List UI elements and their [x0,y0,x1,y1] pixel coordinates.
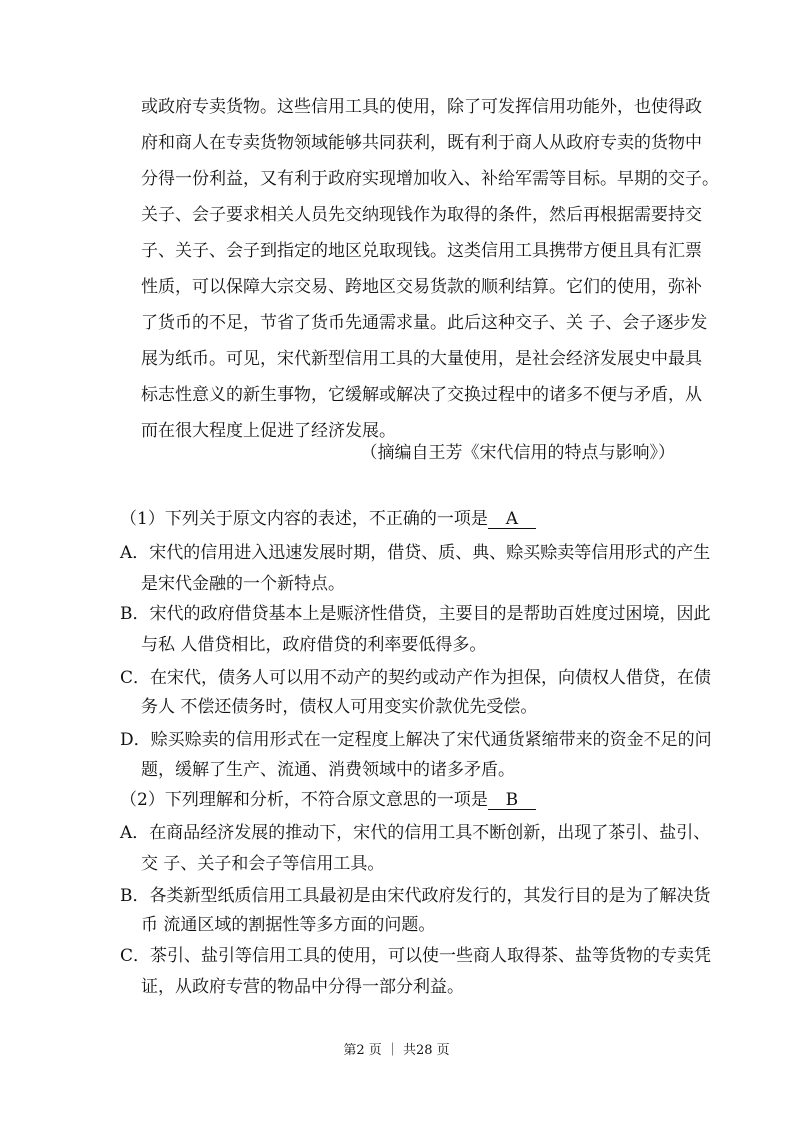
passage-line: 府和商人在专卖货物领域能够共同获利，既有利于商人从政府专卖的货物中 [141,133,702,153]
passage-line: 关子、会子要求相关人员先交纳现钱作为取得的条件，然后再根据需要持交 [141,205,702,225]
option-c: C．茶引、盐引等信用工具的使用，可以使一些商人取得茶、盐等货物的专卖凭 [120,946,712,966]
option-a-cont: 交 子、关子和会子等信用工具。 [141,854,385,874]
option-a-cont: 是宋代金融的一个新特点。 [141,574,345,594]
passage-line: 展为纸币。可见，宋代新型信用工具的大量使用，是社会经济发展史中最具 [141,349,702,369]
option-d-cont: 题，缓解了生产、流通、消费领域中的诸多矛盾。 [141,760,515,780]
prompt-text: （2）下列理解和分析，不符合原文意思的一项是 [120,790,488,810]
option-c-cont: 证，从政府专营的物品中分得一部分利益。 [141,977,464,997]
option-a: A．宋代的信用进入迅速发展时期，借贷、质、典、赊买赊卖等信用形式的产生 [120,543,711,563]
citation: （摘编自王芳《宋代信用的特点与影响》） [360,443,675,463]
page-footer: 第2 页 ｜ 共28 页 [343,1043,450,1058]
option-a: A．在商品经济发展的推动下，宋代的信用工具不断创新，出现了茶引、盐引、 [120,823,711,843]
passage-line: 而在很大程度上促进了经济发展。 [141,421,396,441]
answer-blank: A [488,510,536,529]
option-c-cont: 务人 不偿还债务时，债权人可用变实价款优先受偿。 [141,697,538,717]
passage-line: 性质，可以保障大宗交易、跨地区交易货款的顺利结算。它们的使用，弥补 [141,277,702,297]
passage-line: 或政府专卖货物。这些信用工具的使用，除了可发挥信用功能外，也使得政 [141,97,702,117]
question-prompt [120,508,536,530]
passage-line: 子、关子、会子到指定的地区兑取现钱。这类信用工具携带方便且具有汇票 [141,241,702,261]
option-b: B．各类新型纸质信用工具最初是由宋代政府发行的，其发行目的是为了解决货 [120,886,711,906]
option-b-cont: 与私 人借贷相比，政府借贷的利率要低得多。 [141,635,487,655]
passage-line: 分得一份利益，又有利于政府实现增加收入、补给军需等目标。早期的交子。 [141,169,719,189]
option-d: D．赊买赊卖的信用形式在一定程度上解决了宋代通货紧缩带来的资金不足的问 [120,730,712,750]
option-b: B．宋代的政府借贷基本上是赈济性借贷，主要目的是帮助百姓度过困境，因此 [120,604,711,624]
passage-line: 了货币的不足，节省了货币先通需求量。此后这种交子、关 子、会子逐步发 [141,313,708,333]
option-c: C．在宋代，债务人可以用不动产的契约或动产作为担保，向债权人借贷，在债 [120,668,712,688]
prompt-text: （1）下列关于原文内容的表述，不正确的一项是 [120,509,488,529]
option-b-cont: 币 流通区域的割据性等多方面的问题。 [141,915,436,935]
answer-blank: B [488,791,536,810]
passage-line: 标志性意义的新生事物，它缓解或解决了交换过程中的诸多不便与矛盾，从 [141,385,702,405]
question-prompt [120,789,536,811]
